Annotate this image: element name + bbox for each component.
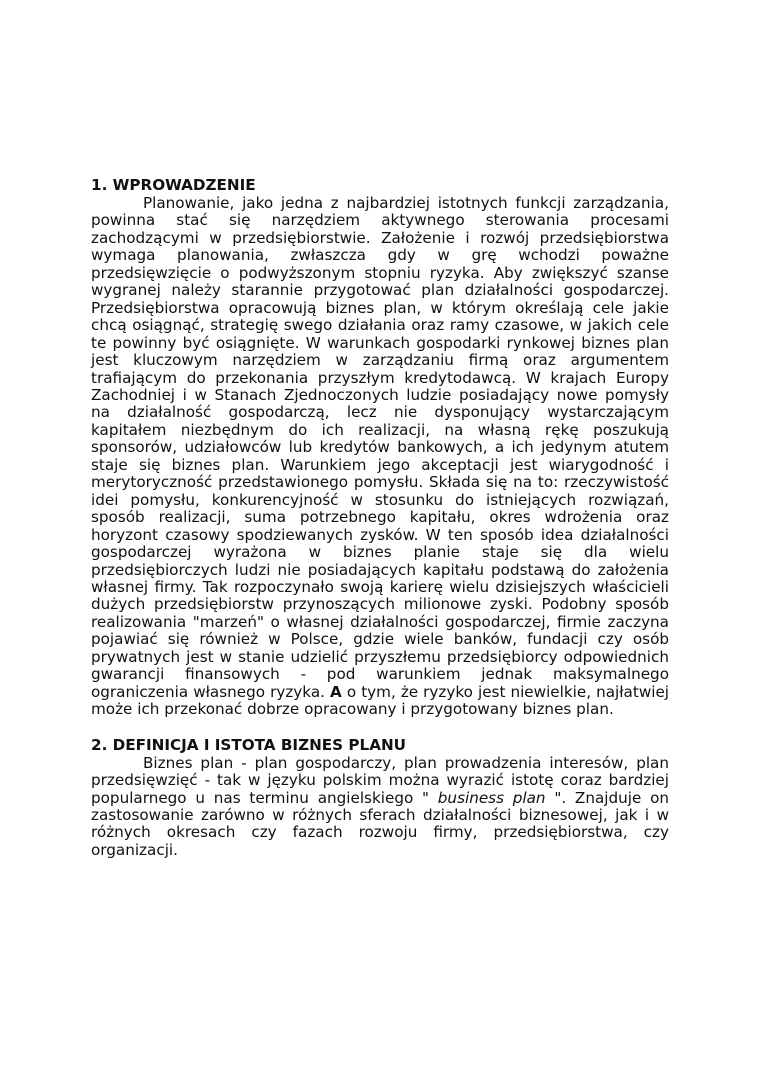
body-paragraph-introduction — [91, 195, 669, 719]
section-heading-introduction: 1. WPROWADZENIE — [91, 176, 256, 194]
document-page — [91, 176, 669, 859]
section-heading-definition: 2. DEFINICJA I ISTOTA BIZNES PLANU — [91, 735, 407, 754]
bold-letter: A — [330, 682, 342, 701]
paragraph-text: Planowanie, jako jedna z najbardziej istotnych funkcji zarządzania, powinna stać się narzędziem aktywnego sterowania procesami zachodzącymi w przedsiębiorstwie. Założenie i rozwój przedsiębiorstwa wymaga planowania, zwłaszcza gdy w grę wchodzi poważne przedsięwzięcie o podwyższonym stopniu ryzyka. Aby zwiększyć szanse wygranej należy starannie przygotować plan działalności gospodarczej. Przedsiębiorstwa opracowują biznes plan, w którym określają cele jakie chcą osiągnąć, strategię swego działania oraz ramy czasowe, w jakich cele te powinny być osiągnięte. W warunkach gospodarki rynkowej biznes plan jest kluczowym narzędziem w zarządzaniu firmą oraz argumentem trafiającym do przekonania przyszłym kredytodawcą. W krajach Europy Zachodniej i w Stanach Zjednoczonych ludzie posiadający nowe pomysły na działalność gospodarczą, lecz nie dysponujący wystarczającym kapitałem niezbędnym do ich realizacji, na własną rękę poszukują sponsorów, udziałowców lub kredytów bankowych, a ich jedynym atutem staje się biznes plan. Warunkiem jego akceptacji jest wiarygodność i merytoryczność przedstawionego pomysłu. Składa się na to: rzeczywistość idei pomysłu, konkurencyjność w stosunku do istniejących rozwiązań, sposób realizacji, suma potrzebnego kapitału, okres wdrożenia oraz horyzont czasowy spodziewanych zysków. W ten sposób idea działalności gospodarczej wyrażona w biznes planie staje się dla wielu przedsiębiorczych ludzi nie posiadających kapitału podstawą do założenia własnej firmy. Tak rozpoczynało swoją karierę wielu dzisiejszych właścicieli dużych przedsiębiorstw przynoszących milionowe zyski. Podobny sposób realizowania "marzeń" o własnej działalności gospodarczej, firmie zaczyna pojawiać się również w Polsce, gdzie wiele banków, fundacji czy osób prywatnych jest w stanie udzielić przyszłemu przedsiębiorcy odpowiednich gwarancji finansowych - pod warunkiem jednak maksymalnego ograniczenia własnego ryzyka. — [91, 194, 669, 701]
section-introduction — [91, 176, 669, 719]
body-paragraph-definition — [91, 755, 669, 860]
section-definition — [91, 736, 669, 860]
italic-term: business plan — [437, 788, 546, 807]
paragraph-text: ". Znajduje on zastosowanie zarówno w różnych sferach działalności biznesowej, jak i w różnych okresach czy fazach rozwoju firmy, przedsiębiorstwa, czy organizacji. — [91, 788, 670, 859]
paragraph-text: o tym, że ryzyko jest niewielkie, najłatwiej może ich przekonać dobrze opracowany i przygotowany biznes plan. — [91, 682, 670, 719]
paragraph-text: Biznes plan - plan gospodarczy, plan prowadzenia interesów, plan przedsięwzięć - tak w języku polskim można wyrazić istotę coraz bardziej popularnego u nas terminu angielskiego " — [91, 753, 669, 807]
